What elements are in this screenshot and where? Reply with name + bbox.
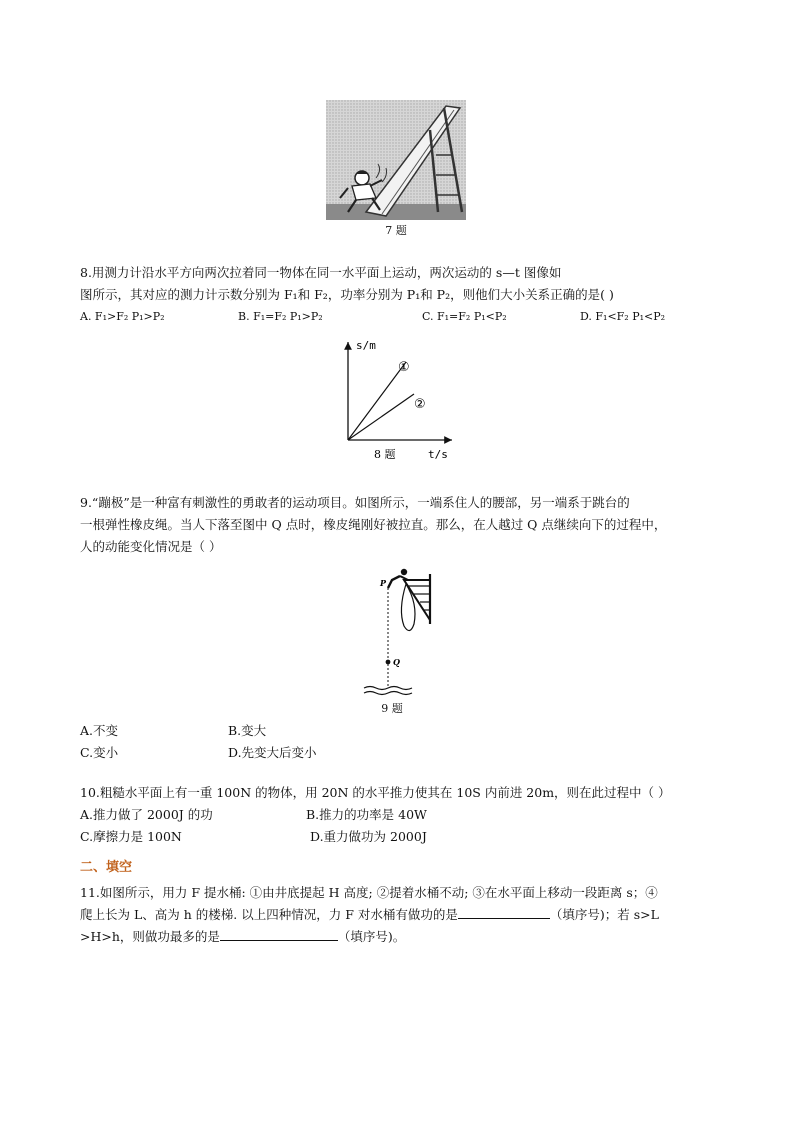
q9-option-d: D.先变大后变小: [228, 745, 317, 760]
q9-option-a: A.不变: [80, 723, 119, 738]
q8-option-d: D. F₁<F₂ P₁<P₂: [580, 310, 666, 323]
s-axis-label: s/m: [356, 339, 376, 352]
line-1-label: ①: [398, 360, 410, 375]
q9-option-c: C.变小: [80, 745, 119, 760]
q8-stem-line2: 图所示，其对应的测力计示数分别为 F₁和 F₂，功率分别为 P₁和 P₂，则他们大小关系正确的是( ): [80, 287, 614, 302]
graph-caption: 8 题: [374, 448, 396, 461]
q9-option-b: B.变大: [228, 723, 267, 738]
q8-stem-line1: 8.用测力计沿水平方向两次拉着同一物体在同一水平面上运动，两次运动的 s—t 图像如: [80, 265, 562, 280]
q8-option-c: C. F₁=F₂ P₁<P₂: [422, 310, 507, 323]
q10-option-d: D.重力做功为 2000J: [310, 829, 427, 844]
q9-stem-line1: 9.“蹦极”是一种富有刺激性的勇敢者的运动项目。如图所示，一端系住人的腰部，另一端系于跳台的: [80, 495, 630, 510]
q9-caption: 9 题: [381, 702, 403, 715]
t-axis-label: t/s: [428, 448, 448, 461]
point-p-label: P: [380, 578, 387, 588]
q9-stem-line3: 人的动能变化情况是（ ）: [80, 539, 222, 554]
q11-line3: [80, 926, 405, 948]
q7-caption: 7 题: [385, 224, 407, 237]
q10-option-a: A.推力做了 2000J 的功: [80, 807, 213, 822]
q10-option-c: C.摩擦力是 100N: [80, 829, 182, 844]
q10-stem: 10.粗糙水平面上有一重 100N 的物体，用 20N 的水平推力使其在 10S 内前进 20m，则在此过程中（ ）: [80, 785, 671, 800]
line-2-label: ②: [414, 397, 426, 412]
bungee-diagram: [360, 564, 440, 700]
answer-blank-2[interactable]: [220, 927, 338, 941]
q11-line2-text-a: 爬上长为 L、高为 h 的楼梯. 以上四种情况，力 F 对水桶有做功的是: [80, 907, 458, 922]
q11-line3-text-b: （填序号)。: [337, 929, 406, 944]
line-2: [348, 394, 414, 440]
q8-option-b: B. F₁=F₂ P₁>P₂: [238, 310, 323, 323]
q8-option-a: A. F₁>F₂ P₁>P₂: [80, 310, 165, 323]
section-title-fill-in: 二、填空: [80, 860, 133, 875]
q10-option-b: B.推力的功率是 40W: [306, 807, 427, 822]
q11-line2: [80, 904, 659, 926]
answer-blank-1[interactable]: [458, 905, 550, 919]
slide-photo: [326, 100, 466, 220]
point-q-label: Q: [393, 657, 400, 667]
q11-line2-text-b: （填序号)；若 s>L: [549, 907, 659, 922]
q11-line3-text-a: >H>h，则做功最多的是: [80, 929, 220, 944]
st-graph: [330, 336, 470, 466]
q9-stem-line2: 一根弹性橡皮绳。当人下落至图中 Q 点时，橡皮绳刚好被拉直。那么，在人越过 Q 点继续向下的过程中，: [80, 517, 667, 532]
q11-line1: 11.如图所示，用力 F 提水桶: ①由井底提起 H 高度; ②提着水桶不动; ③在水平面上移动一段距离 s；④: [80, 885, 658, 900]
